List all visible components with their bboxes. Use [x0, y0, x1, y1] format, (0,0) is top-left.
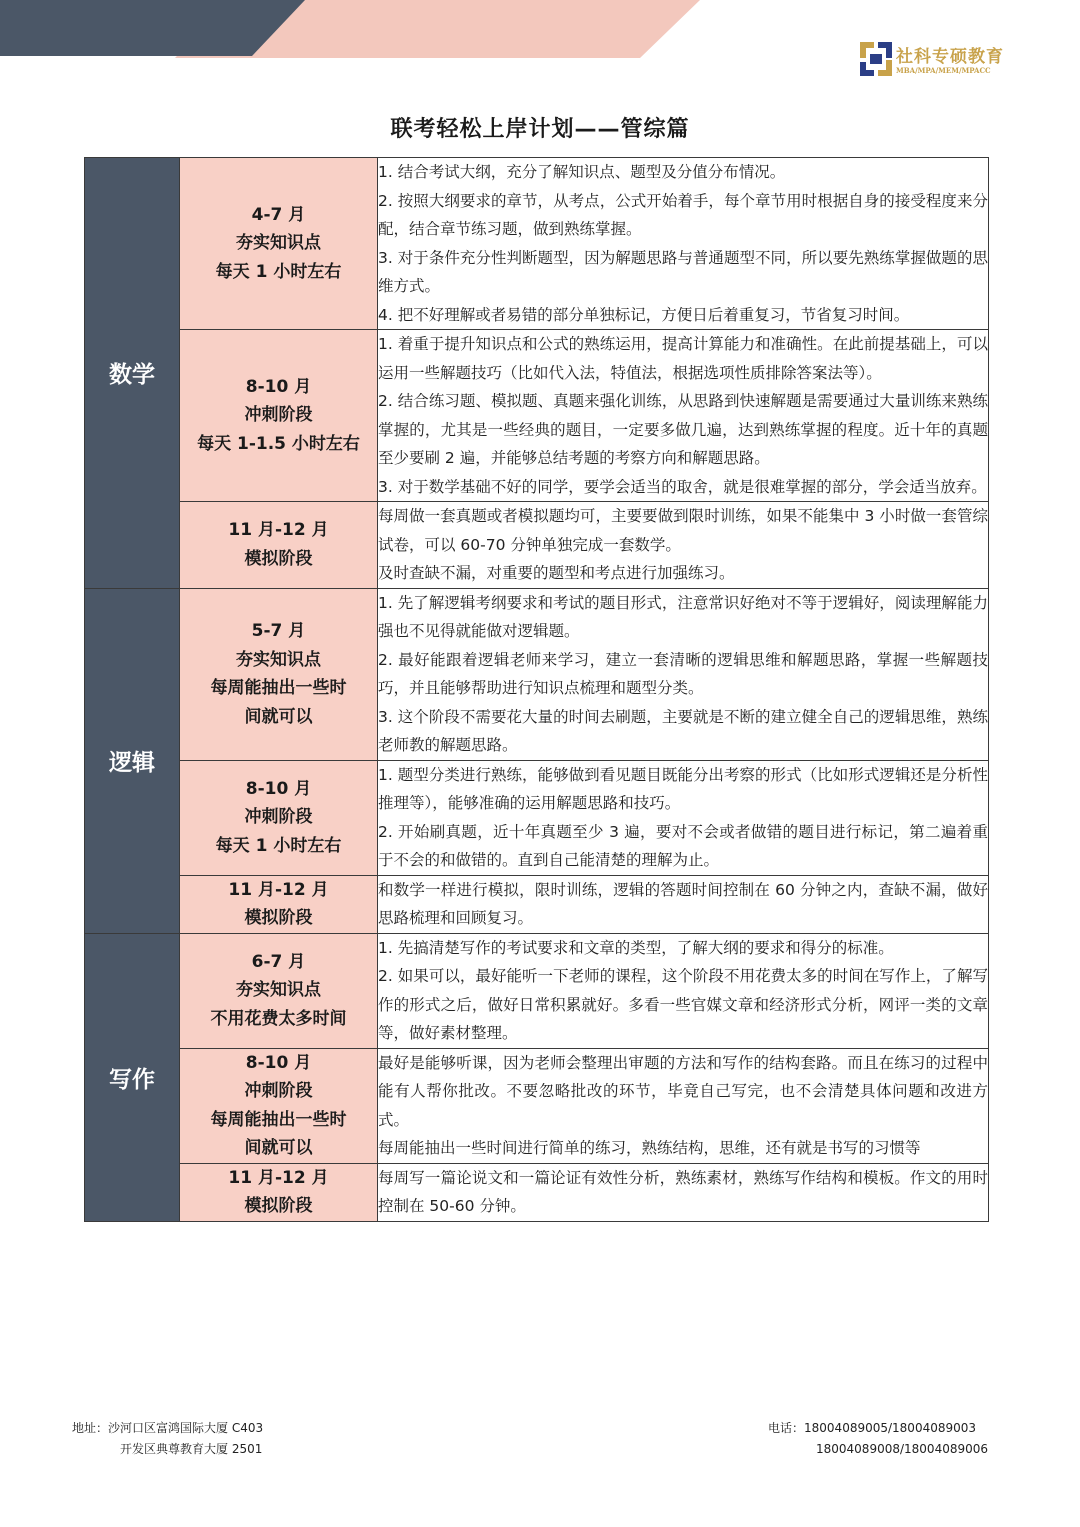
- phase-cell: [180, 588, 378, 760]
- detail-paragraph: 3. 对于条件充分性判断题型，因为解题思路与普通题型不同，所以要先熟练掌握做题的思维方式。: [378, 248, 988, 295]
- plan-row: [85, 158, 989, 330]
- detail-cell: [378, 158, 989, 330]
- phone-line: 18004089005/18004089003: [804, 1421, 977, 1435]
- detail-paragraph: 1. 题型分类进行熟练，能够做到看见题目既能分出考察的形式（比如形式逻辑还是分析性推理等），能够准确的运用解题思路和技巧。: [378, 765, 988, 812]
- address-block: [72, 1418, 263, 1460]
- plan-row: [85, 502, 989, 589]
- phone-line: 18004089008/18004089006: [816, 1442, 989, 1456]
- plan-row: [85, 1163, 989, 1221]
- phase-cell: [180, 933, 378, 1048]
- plan-row: [85, 760, 989, 875]
- phase-line: 每周能抽出一些时: [210, 678, 347, 698]
- detail-paragraph: 每周做一套真题或者模拟题均可，主要要做到限时训练，如果不能集中 3 小时做一套管综试卷，可以 60-70 分钟单独完成一套数学。: [378, 507, 988, 554]
- phase-cell: [180, 1048, 378, 1163]
- phase-line: 模拟阶段: [244, 908, 313, 928]
- phase-line: 11 月-12 月: [228, 879, 329, 900]
- detail-paragraph: 3. 这个阶段不需要花大量的时间去刷题，主要就是不断的建立健全自己的逻辑思维，熟练老师教的解题思路。: [378, 707, 988, 754]
- header-dark-band: [0, 0, 305, 56]
- detail-cell: [378, 760, 989, 875]
- phase-line: 夯实知识点: [236, 980, 321, 1001]
- detail-paragraph: 最好是能够听课，因为老师会整理出审题的方法和写作的结构套路。而且在练习的过程中能有人帮你批改。不要忽略批改的环节，毕竟自己写完，也不会清楚具体问题和改进方式。: [378, 1053, 988, 1129]
- phase-line: 每天 1-1.5 小时左右: [197, 433, 360, 454]
- detail-cell: [378, 330, 989, 502]
- detail-cell: [378, 933, 989, 1048]
- phase-line: 每周能抽出一些时: [210, 1109, 347, 1130]
- detail-paragraph: 2. 如果可以，最好能听一下老师的课程，这个阶段不用花费太多的时间在写作上，了解写作的形式之后，做好日常积累就好。多看一些官媒文章和经济形式分析，网评一类的文章等，做好素材整理。: [378, 967, 988, 1042]
- subject-cell: 数学: [85, 158, 180, 589]
- detail-paragraph: 2. 开始刷真题，近十年真题至少 3 遍，要对不会或者做错的题目进行标记，第二遍着重于不会的和做错的。直到自己能清楚的理解为止。: [378, 822, 988, 869]
- detail-paragraph: 1. 结合考试大纲，充分了解知识点、题型及分值分布情况。: [378, 163, 786, 181]
- phase-line: 8-10 月: [245, 1052, 312, 1073]
- phase-line: 4-7 月: [251, 204, 306, 225]
- detail-paragraph: 2. 最好能跟着逻辑老师来学习，建立一套清晰的逻辑思维和解题思路，掌握一些解题技巧，并且能够帮助进行知识点梳理和题型分类。: [378, 650, 988, 697]
- detail-paragraph: 每周能抽出一些时间进行简单的练习，熟练结构，思维，还有就是书写的习惯等: [378, 1139, 921, 1157]
- subject-cell: 逻辑: [85, 588, 180, 933]
- detail-cell: [378, 588, 989, 760]
- plan-row: [85, 1048, 989, 1163]
- phase-line: 不用花费太多时间: [210, 1008, 347, 1029]
- detail-paragraph: 2. 按照大纲要求的章节，从考点，公式开始着手，每个章节用时根据自身的接受程度来分配，结合章节练习题，做到熟练掌握。: [378, 191, 988, 238]
- detail-cell: [378, 1163, 989, 1221]
- address-label: 地址：: [72, 1421, 109, 1435]
- detail-paragraph: 1. 着重于提升知识点和公式的熟练运用，提高计算能力和准确性。在此前提基础上，可以运用一些解题技巧（比如代入法，特值法，根据选项性质排除答案法等）。: [378, 335, 988, 382]
- plan-row: [85, 330, 989, 502]
- detail-cell: [378, 502, 989, 589]
- phone-block: [768, 1418, 988, 1460]
- phase-line: 5-7 月: [251, 621, 306, 641]
- detail-cell: [378, 1048, 989, 1163]
- plan-row: [85, 933, 989, 1048]
- phase-line: 模拟阶段: [244, 548, 313, 569]
- detail-paragraph: 1. 先了解逻辑考纲要求和考试的题目形式，注意常识好绝对不等于逻辑好，阅读理解能力强也不见得就能做对逻辑题。: [378, 593, 988, 640]
- phase-line: 每天 1 小时左右: [215, 261, 342, 282]
- plan-row: [85, 588, 989, 760]
- phase-line: 11 月-12 月: [228, 520, 329, 541]
- phase-cell: [180, 760, 378, 875]
- detail-paragraph: 1. 先搞清楚写作的考试要求和文章的类型，了解大纲的要求和得分的标准。: [378, 938, 894, 957]
- phase-line: 间就可以: [244, 1138, 313, 1158]
- logo-name: 社科专硕教育: [896, 47, 1004, 67]
- detail-paragraph: 4. 把不好理解或者易错的部分单独标记，方便日后着重复习，节省复习时间。: [378, 305, 910, 324]
- logo-subtitle: MBA/MPA/MEM/MPACC: [896, 66, 991, 75]
- brand-logo: [858, 40, 1008, 80]
- phase-line: 6-7 月: [251, 951, 306, 972]
- detail-paragraph: 和数学一样进行模拟，限时训练，逻辑的答题时间控制在 60 分钟之内，查缺不漏，做好思路梳理和回顾复习。: [378, 880, 988, 927]
- phase-line: 8-10 月: [245, 376, 312, 397]
- phase-line: 间就可以: [244, 706, 313, 727]
- detail-paragraph: 2. 结合练习题、模拟题、真题来强化训练，从思路到快速解题是需要通过大量训练来熟练掌握的，尤其是一些经典的题目，一定要多做几遍，达到熟练掌握的程度。近十年的真题至少要刷 2 遍，并能够总结考题的考察方向和解题思路。: [378, 392, 988, 467]
- phase-cell: [180, 330, 378, 502]
- plan-row: [85, 875, 989, 933]
- phase-line: 夯实知识点: [236, 649, 321, 670]
- phone-label: 电话：: [768, 1421, 805, 1435]
- page-title: 联考轻松上岸计划——管综篇: [390, 117, 690, 142]
- phase-cell: [180, 875, 378, 933]
- phase-cell: [180, 158, 378, 330]
- detail-paragraph: 及时查缺不漏，对重要的题型和考点进行加强练习。: [378, 564, 735, 582]
- phase-cell: [180, 1163, 378, 1221]
- phase-line: 8-10 月: [245, 778, 312, 799]
- address-line: 开发区典尊教育大厦 2501: [120, 1442, 263, 1456]
- phase-line: 模拟阶段: [244, 1196, 313, 1216]
- phase-line: 每天 1 小时左右: [215, 835, 342, 856]
- detail-paragraph: 3. 对于数学基础不好的同学，要学会适当的取舍，就是很难掌握的部分，学会适当放弃。: [378, 477, 987, 496]
- phase-line: 冲刺阶段: [244, 1081, 313, 1101]
- phase-cell: [180, 502, 378, 589]
- subject-cell: 写作: [85, 933, 180, 1221]
- phase-line: 冲刺阶段: [244, 405, 313, 426]
- phase-line: 11 月-12 月: [228, 1167, 329, 1188]
- study-plan-table: [84, 157, 989, 1222]
- phase-line: 夯实知识点: [236, 233, 321, 254]
- phase-line: 冲刺阶段: [244, 807, 313, 828]
- logo-mark-icon: [858, 40, 894, 78]
- address-line: 沙河口区富鸿国际大厦 C403: [108, 1421, 264, 1435]
- detail-paragraph: 每周写一篇论说文和一篇论证有效性分析，熟练素材，熟练写作结构和模板。作文的用时控制在 50-60 分钟。: [378, 1168, 988, 1215]
- detail-cell: [378, 875, 989, 933]
